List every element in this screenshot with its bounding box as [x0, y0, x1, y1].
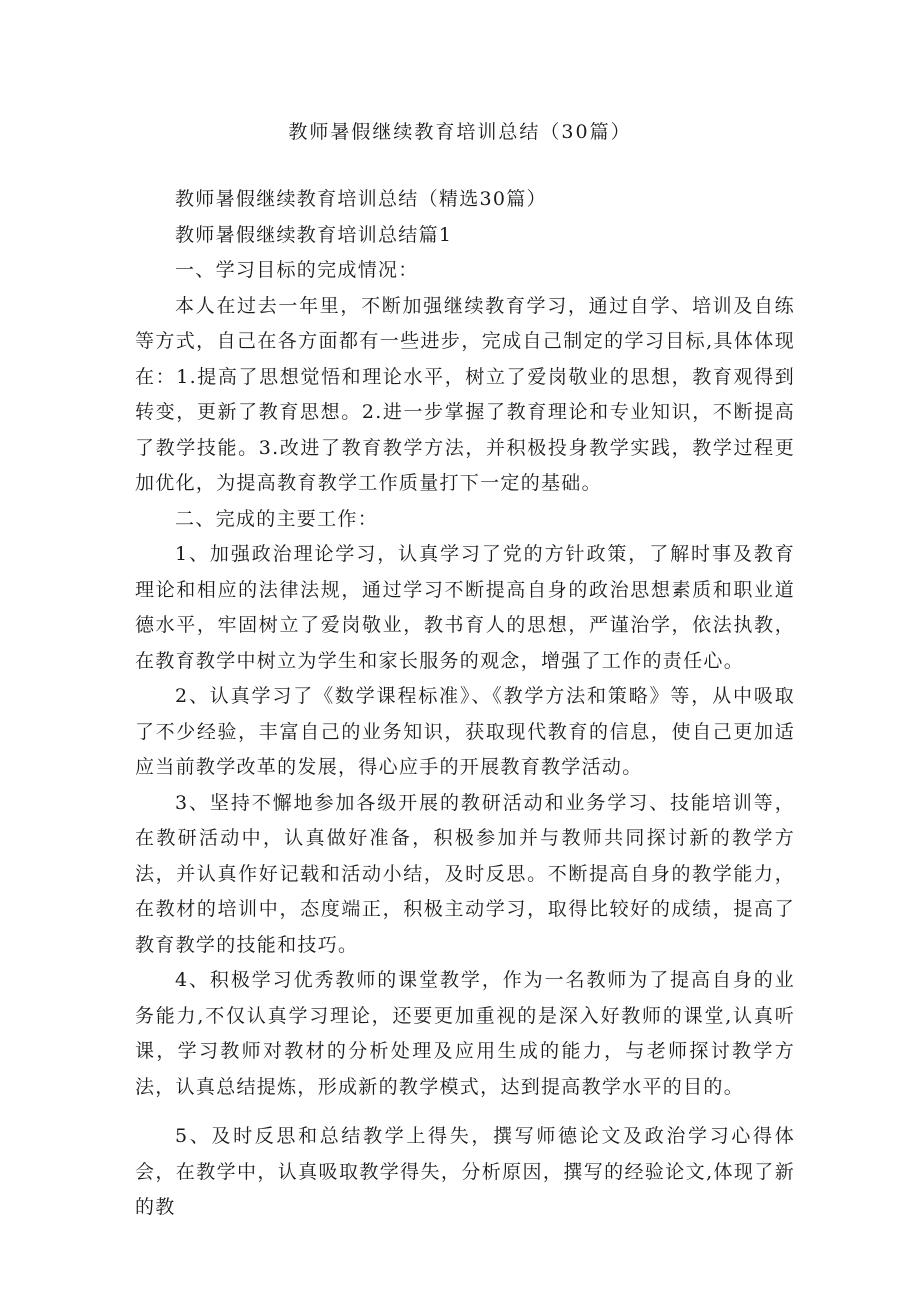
- body-paragraph: 1、加强政治理论学习，认真学习了党的方针政策，了解时事及教育理论和相应的法律法规，通过学习不断提高自身的政治思想素质和职业道德水平，牢固树立了爱岗敬业，教书育人的思想，严谨治学，依法执教，在教育教学中树立为学生和家长服务的观念，增强了工作的责任心。: [135, 543, 795, 672]
- document-title: 教师暑假继续教育培训总结（30篇）: [288, 121, 632, 143]
- subtitle-paragraph: 教师暑假继续教育培训总结（精选30篇）: [175, 188, 547, 210]
- body-paragraph: 4、积极学习优秀教师的课堂教学，作为一名教师为了提高自身的业务能力,不仅认真学习理论，还要更加重视的是深入好教师的课堂,认真听课，学习教师对教材的分析处理及应用生成的能力，与老师探讨教学方法，认真总结提炼，形成新的教学模式，达到提高教学水平的目的。: [135, 969, 795, 1098]
- body-paragraph: 3、坚持不懈地参加各级开展的教研活动和业务学习、技能培训等，在教研活动中，认真做好准备，积极参加并与教师共同探讨新的教学方法，并认真作好记载和活动小结，及时反思。不断提高自身的教学能力，在教材的培训中，态度端正，积极主动学习，取得比较好的成绩，提高了教育教学的技能和技巧。: [135, 791, 795, 956]
- heading-main-work: 二、完成的主要工作：: [175, 507, 379, 530]
- body-paragraph: 本人在过去一年里，不断加强继续教育学习，通过自学、培训及自练等方式，自己在各方面都有一些进步，完成自己制定的学习目标,具体体现在：1.提高了思想觉悟和理论水平，树立了爱岗敬业的思想，教育观得到转变，更新了教育思想。2.进一步掌握了教育理论和专业知识，不断提高了教学技能。3.改进了教育教学方法，并积极投身教学实践，教学过程更加优化，为提高教育教学工作质量打下一定的基础。: [135, 294, 795, 494]
- body-paragraph: 2、认真学习了《数学课程标准》、《教学方法和策略》等，从中吸取了不少经验，丰富自己的业务知识，获取现代教育的信息，使自己更加适应当前教学改革的发展，得心应手的开展教育教学活动。: [135, 685, 795, 778]
- document-body: [135, 182, 795, 1226]
- section-heading-paragraph: 教师暑假继续教育培训总结篇1: [175, 223, 453, 246]
- body-paragraph: 5、及时反思和总结教学上得失，撰写师德论文及政治学习心得体会，在教学中，认真吸取教学得失，分析原因，撰写的经验论文,体现了新的教: [135, 1125, 795, 1218]
- heading-learning-goals: 一、学习目标的完成情况：: [175, 259, 419, 281]
